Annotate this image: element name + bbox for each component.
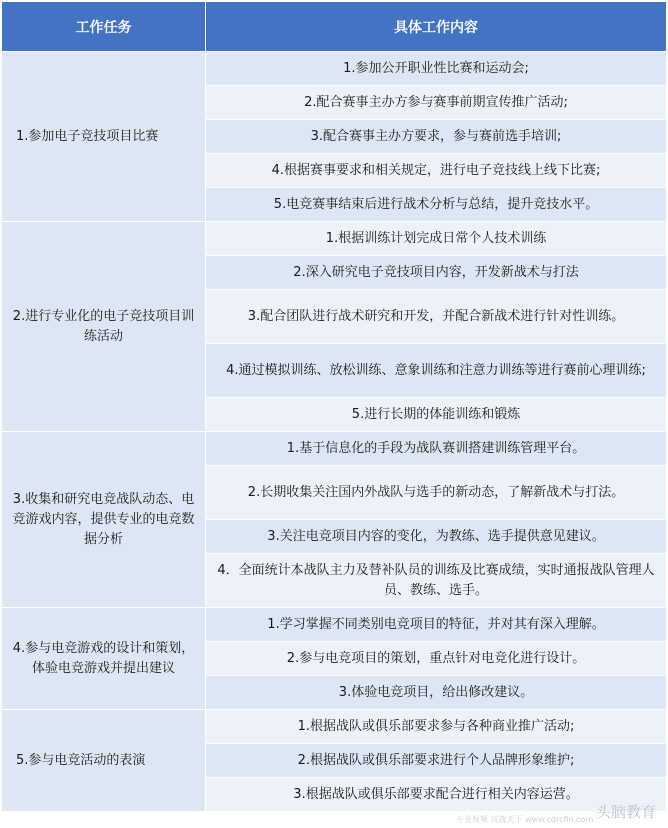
detail-cell: 3.配合赛事主办方要求，参与赛前选手培训; bbox=[206, 120, 667, 154]
detail-cell: 3.关注电竞项目内容的变化，为教练、选手提供意见建议。 bbox=[206, 520, 667, 554]
detail-cell: 1.学习掌握不同类别电竞项目的特征，并对其有深入理解。 bbox=[206, 608, 667, 642]
task-cell: 4.参与电竞游戏的设计和策划，体验电竞游戏并提出建议 bbox=[2, 608, 206, 710]
detail-cell: 1.根据战队或俱乐部要求参与各种商业推广活动; bbox=[206, 710, 667, 744]
header-work-task: 工作任务 bbox=[2, 2, 206, 52]
detail-cell: 5.电竞赛事结束后进行战术分析与总结，提升竞技水平。 bbox=[206, 188, 667, 222]
task-cell: 1.参加电子竞技项目比赛 bbox=[2, 52, 206, 222]
detail-cell: 3.配合团队进行战术研究和开发，并配合新战术进行针对性训练。 bbox=[206, 290, 667, 344]
task-cell: 5.参与电竞活动的表演 bbox=[2, 710, 206, 812]
table-row bbox=[2, 608, 667, 642]
detail-cell: 4.通过模拟训练、放松训练、意象训练和注意力训练等进行赛前心理训练; bbox=[206, 344, 667, 398]
detail-cell: 3.体验电竞项目，给出修改建议。 bbox=[206, 676, 667, 710]
detail-cell: 2.根据战队或俱乐部要求进行个人品牌形象维护; bbox=[206, 744, 667, 778]
detail-cell: 2.长期收集关注国内外战队与选手的新动态，了解新战术与打法。 bbox=[206, 466, 667, 520]
detail-cell: 3.根据战队或俱乐部要求配合进行相关内容运营。 bbox=[206, 778, 667, 812]
watermark-logo: 头脑教育 bbox=[595, 803, 656, 821]
detail-cell: 1.参加公开职业性比赛和运动会; bbox=[206, 52, 667, 86]
table-row bbox=[2, 52, 667, 86]
task-cell: 3.收集和研究电竞战队动态、电竞游戏内容，提供专业的电竞数据分析 bbox=[2, 432, 206, 608]
table-row bbox=[2, 710, 667, 744]
detail-cell: 2.深入研究电子竞技项目内容，开发新战术与打法 bbox=[206, 256, 667, 290]
work-tasks-table bbox=[1, 1, 667, 812]
detail-cell: 2.配合赛事主办方参与赛事前期宣传推广活动; bbox=[206, 86, 667, 120]
header-work-content: 具体工作内容 bbox=[206, 2, 667, 52]
watermark-subtext: 专业视频 成就天下 www.cdrcfin.com bbox=[456, 815, 594, 824]
detail-cell: 1.根据训练计划完成日常个人技术训练 bbox=[206, 222, 667, 256]
table-header-row bbox=[2, 2, 667, 52]
detail-cell: 1.基于信息化的手段为战队赛训搭建训练管理平台。 bbox=[206, 432, 667, 466]
table-row bbox=[2, 222, 667, 256]
detail-cell: 4.根据赛事要求和相关规定，进行电子竞技线上线下比赛; bbox=[206, 154, 667, 188]
detail-cell: 2.参与电竞项目的策划，重点针对电竞化进行设计。 bbox=[206, 642, 667, 676]
task-cell: 2.进行专业化的电子竞技项目训练活动 bbox=[2, 222, 206, 432]
detail-cell: 5.进行长期的体能训练和锻炼 bbox=[206, 398, 667, 432]
detail-cell: 4．全面统计本战队主力及替补队员的训练及比赛成绩，实时通报战队管理人员、教练、选手。 bbox=[206, 554, 667, 608]
table-row bbox=[2, 432, 667, 466]
